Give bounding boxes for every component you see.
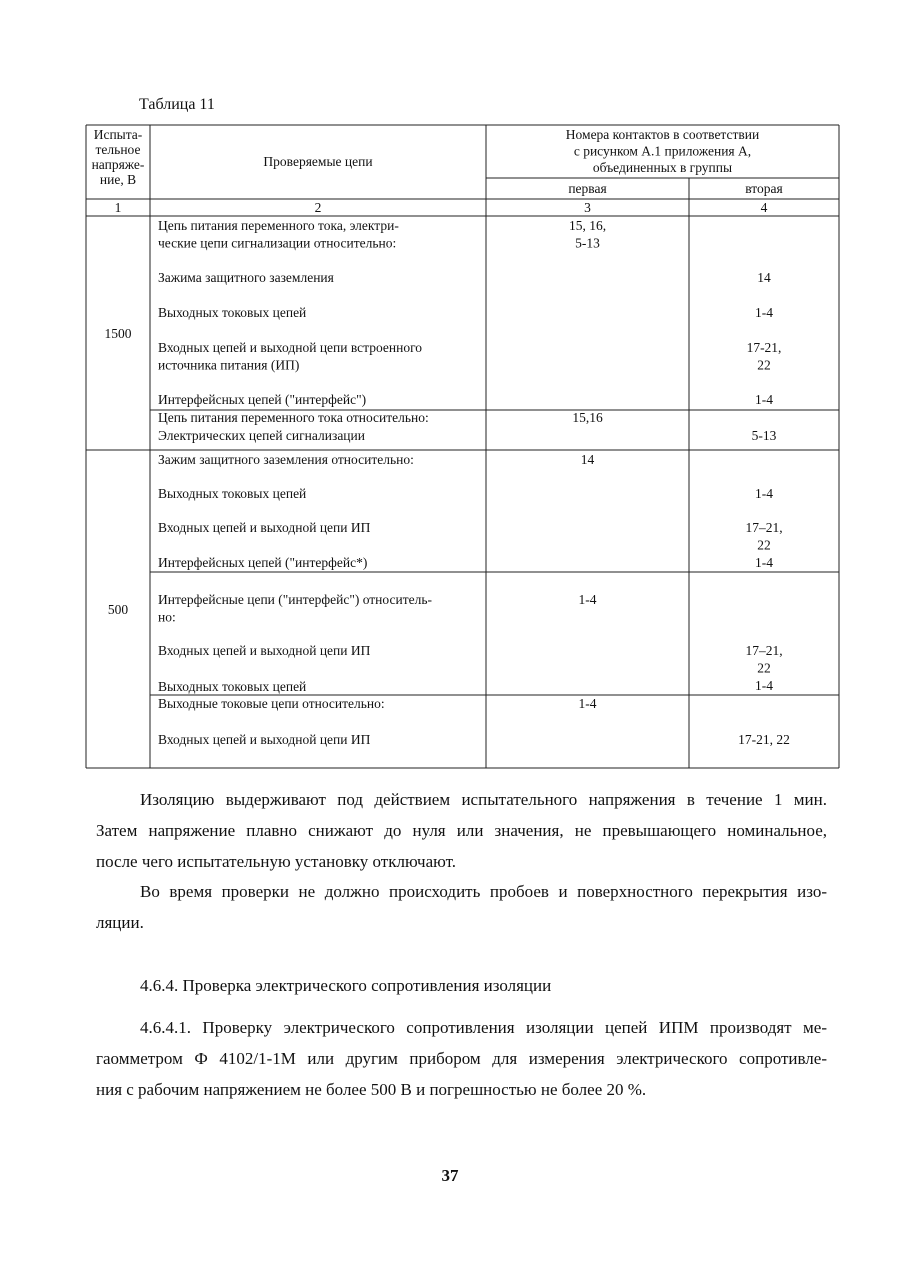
header-voltage-text: ние, В <box>99 172 137 187</box>
paragraph-line: Изоляцию выдерживают под действием испытательного напряжения в течение 1 мин. <box>140 790 827 809</box>
second-group-contacts: 1-4 <box>755 678 773 693</box>
section-heading <box>96 970 827 1001</box>
paragraph-insulation-withstand <box>96 784 827 877</box>
first-group-contacts: 15,16 <box>572 410 603 425</box>
test-voltage-value: 1500 <box>104 326 132 341</box>
header-voltage-text: тельное <box>95 142 141 157</box>
header-second-group: вторая <box>745 181 783 196</box>
second-group-contacts: 22 <box>757 660 771 676</box>
circuit-text: Входных цепей и выходной цепи ИП <box>158 732 371 747</box>
header-voltage-text: напряже- <box>91 157 145 172</box>
paragraph-line: ляции. <box>96 913 144 932</box>
header-contacts-text: объединенных в группы <box>592 160 733 175</box>
column-number: 1 <box>114 200 122 215</box>
second-group-contacts: 1-4 <box>755 555 773 570</box>
circuit-text: Зажима защитного заземления <box>158 270 334 285</box>
second-group-contacts: 1-4 <box>755 392 773 407</box>
circuit-text: Выходных токовых цепей <box>158 305 307 320</box>
circuit-text: Цепь питания переменного тока относительно: <box>158 410 429 425</box>
header-first-group: первая <box>568 181 607 196</box>
second-group-contacts: 17–21, <box>745 520 783 535</box>
paragraph-line: после чего испытательную установку отключают. <box>96 852 456 871</box>
second-group-contacts: 22 <box>757 537 771 553</box>
circuit-text: но: <box>158 609 176 625</box>
paragraph-line: Во время проверки не должно происходить пробоев и поверхностного перекрытия изо- <box>140 882 827 901</box>
table-caption: Таблица 11 <box>139 96 215 113</box>
circuit-text: Входных цепей и выходной цепи ИП <box>158 643 371 658</box>
test-voltage-value: 500 <box>107 602 129 617</box>
circuit-text: ческие цепи сигнализации относительно: <box>158 235 397 251</box>
second-group-contacts: 17–21, <box>745 643 783 658</box>
header-contacts-text: с рисунком А.1 приложения А, <box>573 143 752 159</box>
paragraph-megohmmeter <box>96 1012 827 1105</box>
circuit-text: Интерфейсные цепи ("интерфейс") относитель- <box>158 592 432 607</box>
circuit-text: Выходных токовых цепей <box>158 679 307 694</box>
second-group-contacts: 17-21, <box>746 340 782 355</box>
second-group-contacts: 1-4 <box>755 305 773 320</box>
header-contacts-text: Номера контактов в соответствии <box>565 127 760 142</box>
paragraph-line: ния с рабочим напряжением не более 500 В и погрешностью не более 20 %. <box>96 1080 647 1099</box>
circuit-text: Интерфейсных цепей ("интерфейс*) <box>158 555 368 570</box>
header-voltage-text: Испыта- <box>93 127 143 142</box>
circuit-text: Выходных токовых цепей <box>158 486 307 501</box>
second-group-contacts: 14 <box>757 270 771 285</box>
second-group-contacts: 5-13 <box>751 428 777 443</box>
page-number: 37 <box>441 1166 459 1185</box>
second-group-contacts: 22 <box>757 357 771 373</box>
first-group-contacts: 15, 16, <box>568 218 607 233</box>
paragraph-no-breakdown <box>96 876 827 938</box>
column-number: 2 <box>314 200 322 215</box>
circuit-text: Интерфейсных цепей ("интерфейс") <box>158 392 367 407</box>
circuit-text: Выходные токовые цепи относительно: <box>158 696 385 711</box>
paragraph-line: гаомметром Ф 4102/1-1М или другим прибором для измерения электрического сопротивле- <box>96 1049 827 1068</box>
circuit-text: Цепь питания переменного тока, электри- <box>158 218 399 233</box>
header-circuits-text: Проверяемые цепи <box>263 154 373 169</box>
heading-text: 4.6.4. Проверка электрического сопротивления изоляции <box>140 976 552 995</box>
circuit-text: Входных цепей и выходной цепи встроенного <box>158 340 423 355</box>
circuit-text: Входных цепей и выходной цепи ИП <box>158 520 371 535</box>
paragraph-line: Затем напряжение плавно снижают до нуля или значения, не превышающего номинальное, <box>96 821 827 840</box>
first-group-contacts: 5-13 <box>575 235 600 251</box>
column-number: 4 <box>760 200 768 215</box>
first-group-contacts: 14 <box>580 452 595 467</box>
circuit-text: Зажим защитного заземления относительно: <box>158 452 414 467</box>
column-number: 3 <box>584 200 591 215</box>
circuit-text: Электрических цепей сигнализации <box>158 428 365 443</box>
first-group-contacts: 1-4 <box>578 592 597 607</box>
first-group-contacts: 1-4 <box>578 696 597 711</box>
second-group-contacts: 1-4 <box>755 486 773 501</box>
second-group-contacts: 17-21, 22 <box>738 732 790 747</box>
paragraph-line: 4.6.4.1. Проверку электрического сопротивления изоляции цепей ИПМ производят ме- <box>140 1018 827 1037</box>
circuit-text: источника питания (ИП) <box>158 357 300 373</box>
